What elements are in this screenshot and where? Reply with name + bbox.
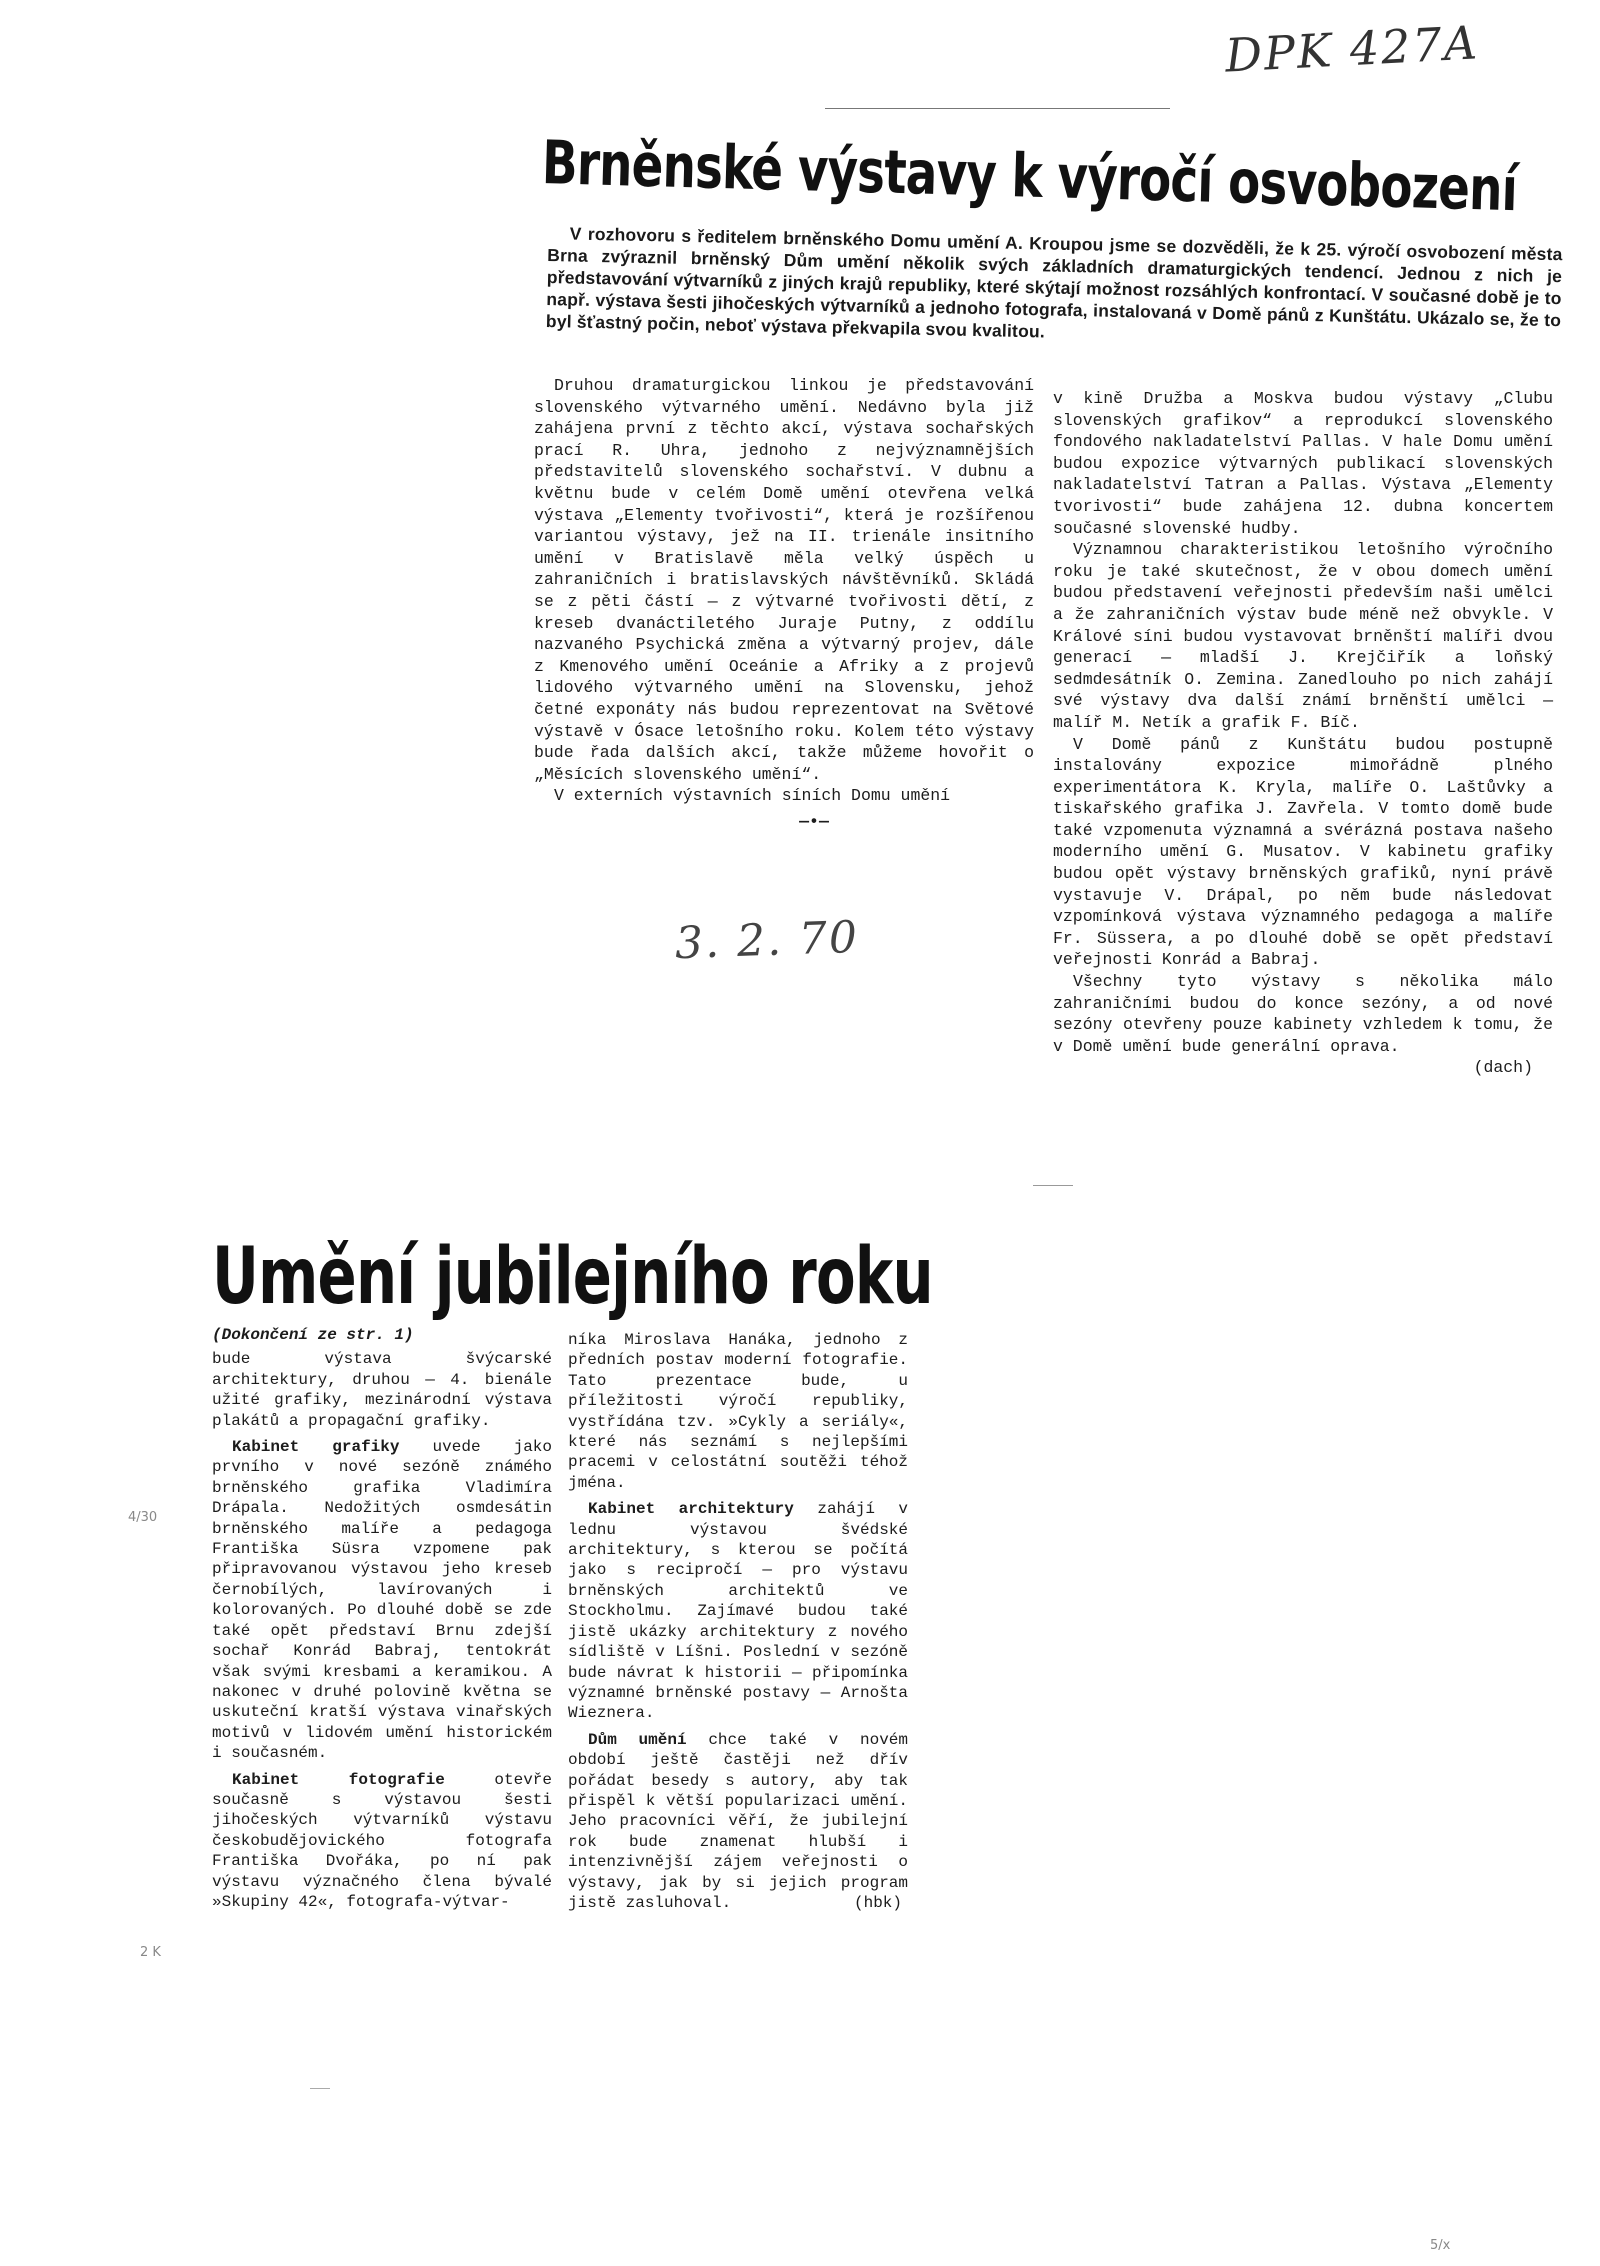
article2-left-para-2-lead: Kabinet grafiky [232, 1438, 400, 1457]
article2-bottom-rule [310, 2088, 330, 2089]
article2-left-para-1-text: bude výstava švýcarské architektury, druhou — 4. bienále užité grafiky, mezinárodní výstava plakátů a propagační grafiky. [212, 1350, 552, 1430]
article2-continued-note: (Dokončení ze str. 1) [212, 1326, 414, 1344]
article1-right-para-4: Všechny tyto výstavy s několika málo zahraničními budou do konce sezóny, a od nové sezóny otevřeny pouze kabinety vzhledem k tomu, že v Domě umění bude generální oprava. [1053, 972, 1553, 1056]
article2-col-right [568, 1330, 908, 1914]
article1-right-para-3: V Domě pánů z Kunštátu budou postupně instalovány expozice mimořádně plného experimentátora K. Kryla, malíře O. Laštůvky a tiskařského grafika J. Zavřela. V tomto domě bude také vzpomenuta významná a svérázná postava našeho moderního umění G. Musatov. V kabinetu grafiky budou opět výstavy brněnských grafiků, nyní právě vystavuje V. Drápal, po něm bude následovat vzpomínková výstava významného pedagoga a malíře Fr. Süssera, a po dlouhé době se opět představí veřejnosti Konrád a Babraj. [1053, 734, 1553, 970]
article1-lead-text: V rozhovoru s ředitelem brněnského Domu umění A. Kroupou jsme se dozvěděli, že k 25. výročí osvobození města Brna zvýraznil brněnský Dům umění několik svých základních dramaturgických tendencí. Jednou z nich je představování výtvarníků z jiných krajů republiky, které skýtají možnost rozsáhlých konfrontací. V současné době je to např. výstava šesti jihočeských výtvarníků a jednoho fotografa, instalovaná v Domě pánů z Kunštátu. Ukázalo se, že to byl šťastný počin, neboť výstava překvapila svou kvalitou. [545, 223, 1563, 342]
article2-right-para-3 [568, 1730, 908, 1914]
article1-signature: (dach) [1473, 1058, 1533, 1078]
article2-right-para-3-text: chce také v novém období ještě častěji než dřív pořádat besedy s autory, aby tak přispěl k větší popularizaci umění. Jeho pracovníci věří, že jubilejní rok bude znamenat hlubší i intenzivnější zájem veřejnosti o výstavy, jak by si jejich program jistě zasluhoval. [568, 1730, 909, 1912]
article1-bottom-rule [1033, 1185, 1073, 1186]
article1-left-para-2: V externích výstavních síních Domu umění [554, 786, 951, 806]
article2-signature: (hbk) [853, 1894, 902, 1913]
margin-note-2: 2 K [140, 1945, 161, 1960]
article2-left-para-2-text: uvede jako prvního v nové sezóně známého brněnského grafika Vladimíra Drápala. Nedožitých osmdesátin brněnského malíře a pedagoga Františka Süsra vzpomene pak připravovanou výstavou jeho kreseb černobílých, lavírovaných i kolorovaných. Po dlouhé době se zde také opět představí Brnu zdejší sochař Konrád Babraj, tentokrát však svými kresbami a keramikou. A nakonec v druhé polovině května se uskuteční kratší výstava vinařských motivů v lidovém umění historickém i současném. [212, 1438, 552, 1763]
top-rule [825, 108, 1170, 109]
margin-note-1: 4/30 [128, 1510, 158, 1525]
article2-headline: Umění jubilejního roku [212, 1232, 933, 1322]
article2-right-para-2-lead: Kabinet architektury [588, 1500, 794, 1519]
article1-end-mark: —•— [799, 811, 829, 831]
article2-left-para-3-lead: Kabinet fotografie [232, 1770, 445, 1789]
article2-right-para-1-text: níka Miroslava Hanáka, jednoho z předních postav moderní fotografie. Tato prezentace bude, u příležitosti výročí republiky, vystřídána tzv. »Cykly a seriály«, které nás seznámí s nejlepšími pracemi v celostátní soutěži téhož jména. [568, 1331, 908, 1492]
date-annotation: 3. 2. 70 [674, 911, 860, 970]
article2-right-para-1 [568, 1330, 908, 1493]
archive-code: DPK 427A [1223, 15, 1481, 83]
article1-headline: Brněnské výstavy k výročí osvobození [541, 128, 1518, 226]
article1-right-para-2: Významnou charakteristikou letošního výročního roku je také skutečnost, že v obou domech umění budou představení veřejnosti především naši umělci a že zahraničních výstav bude méně než obvykle. V Králové síni budou vystavovat brněnští malíři dvou generací — mladší J. Krejčiřík a loňský sedmdesátník O. Zemina. Zanedlouho po nich zahájí své výstavy dva další známí brněnští umělci — malíř M. Netík a grafik F. Bíč. [1053, 540, 1553, 732]
footer-note: 5/x [1430, 2238, 1451, 2253]
article2-right-para-3-lead: Dům umění [588, 1730, 687, 1749]
article2-left-para-3 [212, 1770, 552, 1913]
article2-left-para-1 [212, 1349, 552, 1431]
article2-left-para-3-text: otevře současně s výstavou šesti jihočeských výtvarníků výstavu českobudějovického fotografa Františka Dvořáka, po ní pak výstavu význačného člena bývalé »Skupiny 42«, fotografa-výtvar- [212, 1770, 552, 1911]
article1-col-left [534, 375, 1034, 832]
article2-col-left [212, 1325, 552, 1912]
article2-right-para-2 [568, 1499, 908, 1723]
article1-lead [546, 222, 1563, 353]
article1-right-para-1: v kině Družba a Moskva budou výstavy „Clubu slovenských grafikov“ a reprodukcí slovenského fondového nakladatelství Pallas. V hale Domu umění budou expozice výtvarných publikací slovenských nakladatelství Tatran a Pallas. Výstava „Elementy tvorivosti“ bude zahájena 12. dubna koncertem současné slovenské hudby. [1053, 389, 1553, 538]
article1-col-right [1053, 388, 1553, 1079]
article2-left-para-2 [212, 1437, 552, 1764]
article1-left-para-1: Druhou dramaturgickou linkou je představování slovenského výtvarného umění. Nedávno byla již zahájena první z těchto akcí, výstava sochařských prací R. Uhra, jednoho z nejvýznamnějších představitelů slovenského sochařství. V dubnu a květnu bude v celém Domě umění otevřena velká výstava „Elementy tvořivosti“, která je rozšířenou variantou výstavy, jež na II. trienále insitního umění v Bratislavě měla velký úspěch u zahraničních i bratislavských návštěvníků. Skládá se z pěti částí — z výtvarné tvořivosti dětí, z kreseb dvanáctiletého Juraje Putny, z oddílu nazvaného Psychická změna a výtvarný projev, dále z Kmenového umění Oceánie a Afriky a z projevů lidového výtvarného umění na Slovensku, jehož četné exponáty nás budou reprezentovat na Světové výstavě v Ósace letošního roku. Kolem této výstavy bude řada dalších akcí, takže můžeme hovořit o „Měsících slovenského umění“. [534, 376, 1034, 784]
article2-right-para-2-text: zahájí v lednu výstavou švédské architektury, s kterou se počítá jako s recipročí — pro výstavu brněnských architektů ve Stockholmu. Zajímavé budou také jistě ukázky architektury z nového sídliště v Líšni. Poslední v sezóně bude návrat k historii — připomínka významné brněnské postavy — Arnošta Wieznera. [568, 1500, 909, 1723]
